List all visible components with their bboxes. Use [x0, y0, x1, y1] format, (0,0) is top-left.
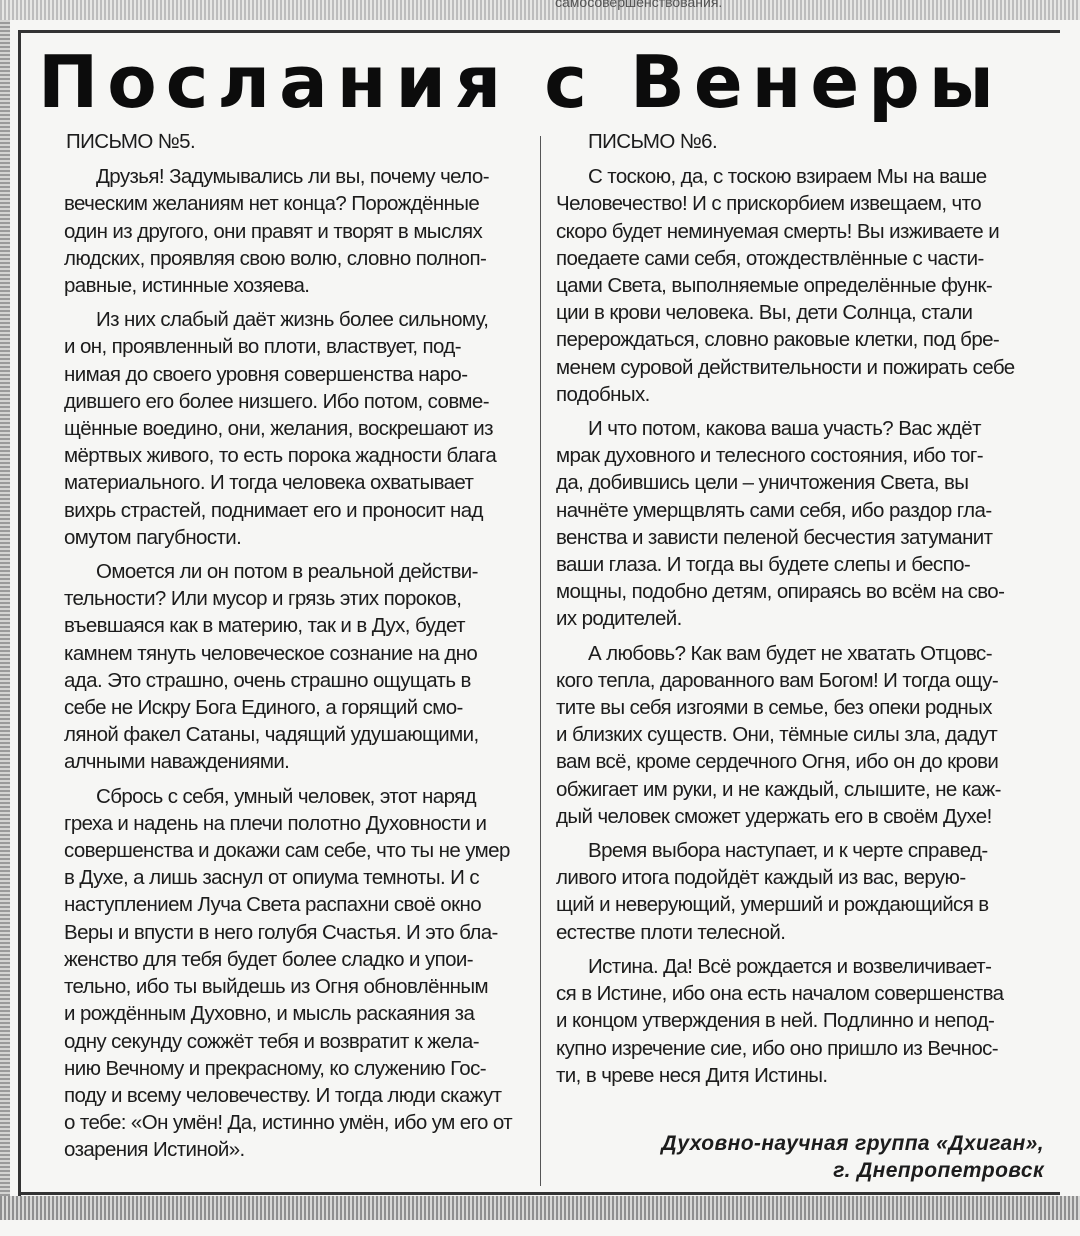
- signature-city: г. Днепропетровск: [833, 1159, 1044, 1182]
- previous-article-fragment: самосовершенствования.: [555, 0, 723, 10]
- letter-5-paragraph: Омоется ли он потом в реальной действи- тельности? Или мусор и грязь этих пороков, въевшаяся как в материю, так и в Дух, будет камнем тянуть человеческое сознание на дно ада. Это страшно, очень страшно ощущать в себе не Искру Бога Единого, а горящий смо- ляной факел Сатаны, чадящий удушающими, алчными наваждениями.: [64, 560, 479, 774]
- left-frame-band: [0, 20, 10, 1216]
- signature-group: Духовно-научная группа «Дхиган»,: [661, 1132, 1044, 1155]
- headline: Послания с Венеры: [38, 40, 1003, 124]
- letter-5-column: [64, 128, 520, 1171]
- letter-5-paragraph: Друзья! Задумывались ли вы, почему чело- веческим желаниям нет конца? Порождённые один из другого, они правят и творят в мыслях людских, проявляя свою волю, словно полноп- равные, истинные хозяева.: [64, 165, 489, 298]
- letter-5-paragraph: Сбрось с себя, умный человек, этот наряд греха и надень на плечи полотно Духовности и совершенства и докажи сам себе, что ты не умер в Духе, а лишь заснул от опиума темноты. И с наступлением Луча Света распахни своё окно Веры и впусти в него голубя Счастья. И это бла- женство для тебя будет более сладко и упои- тельно, ибо ты выйдешь из Огня обновлённым и рождённым Духовно, и мысль раскаяния за одну секунду сожжёт тебя и возвратит к жела- нию Вечному и прекрасному, ко служению Гос- поду и всему человечеству. И тогда люди скажут о тебе: «Он умён! Да, истинно умён, ибо ум его от озарения Истиной».: [64, 784, 513, 1162]
- signature: [560, 1130, 1044, 1184]
- top-strip: [0, 0, 1080, 20]
- letter-6-paragraph: Истина. Да! Всё рождается и возвеличивает- ся в Истине, ибо она есть началом совершенства и концом утверждения в ней. Подлинно и непод- купно изречение сие, ибо оно пришло из Вечнос- ти, в чреве неся Дитя Истины.: [556, 954, 1004, 1087]
- letter-5-title: ПИСЬМО №5.: [66, 130, 196, 153]
- letter-6-paragraph: И что потом, какова ваша участь? Вас ждёт мрак духовного и телесного состояния, ибо тог- да, добившись цели – уничтожения Света, вы начнёте умерщвлять сами себя, ибо раздор гла- венства и зависти пеленой бесчестия затуманит ваши глаза. И тогда вы будете слепы и беспо- мощны, подобно детям, опираясь во всём на сво- их родителей.: [556, 417, 1005, 631]
- letter-6-paragraph: С тоскою, да, с тоскою взираем Мы на ваше Человечество! И с прискорбием извещаем, что скоро будет неминуемая смерть! Вы изживаете и поедаете сами себя, отождествлённые с части- цами Света, выполняемые определённые функ- ции в крови человека. Вы, дети Солнца, стали перерождаться, словно раковые клетки, под бре- менем суровой действительности и пожирать себе подобных.: [556, 165, 1015, 406]
- top-frame-rule: [18, 30, 1060, 33]
- letter-6-column: [556, 128, 1040, 1096]
- letter-5-paragraph: Из них слабый даёт жизнь более сильному, и он, проявленный во плоти, властвует, под- нимая до своего уровня совершенства наро- дившего его более низшего. Ибо потом, совме- щённые воедино, они, желания, воскрешают из мёртвых живого, то есть порока жадности блага материального. И тогда человека охватывает вихрь страстей, поднимает его и проносит над омутом пагубности.: [64, 308, 497, 549]
- column-divider: [540, 136, 541, 1186]
- letter-6-title: ПИСЬМО №6.: [588, 130, 718, 153]
- left-frame-rule: [18, 30, 21, 1200]
- bottom-frame-band: [0, 1196, 1080, 1220]
- bottom-frame-rule: [18, 1192, 1060, 1195]
- letter-6-paragraph: Время выбора наступает, и к черте справед- ливого итога подойдёт каждый из вас, верую- щий и неверующий, умерший и рождающийся в естестве плоти телесной.: [556, 839, 989, 944]
- letter-6-paragraph: А любовь? Как вам будет не хватать Отцовс- кого тепла, дарованного вам Богом! И тогда ощу- тите вы себя изгоями в семье, без опеки родных и близких существ. Они, тёмные силы зла, дадут вам всё, кроме сердечного Огня, ибо он до крови обжигает им руки, и не каждый, слышите, не каж- дый человек сможет удержать его в своём Духе!: [556, 641, 1001, 828]
